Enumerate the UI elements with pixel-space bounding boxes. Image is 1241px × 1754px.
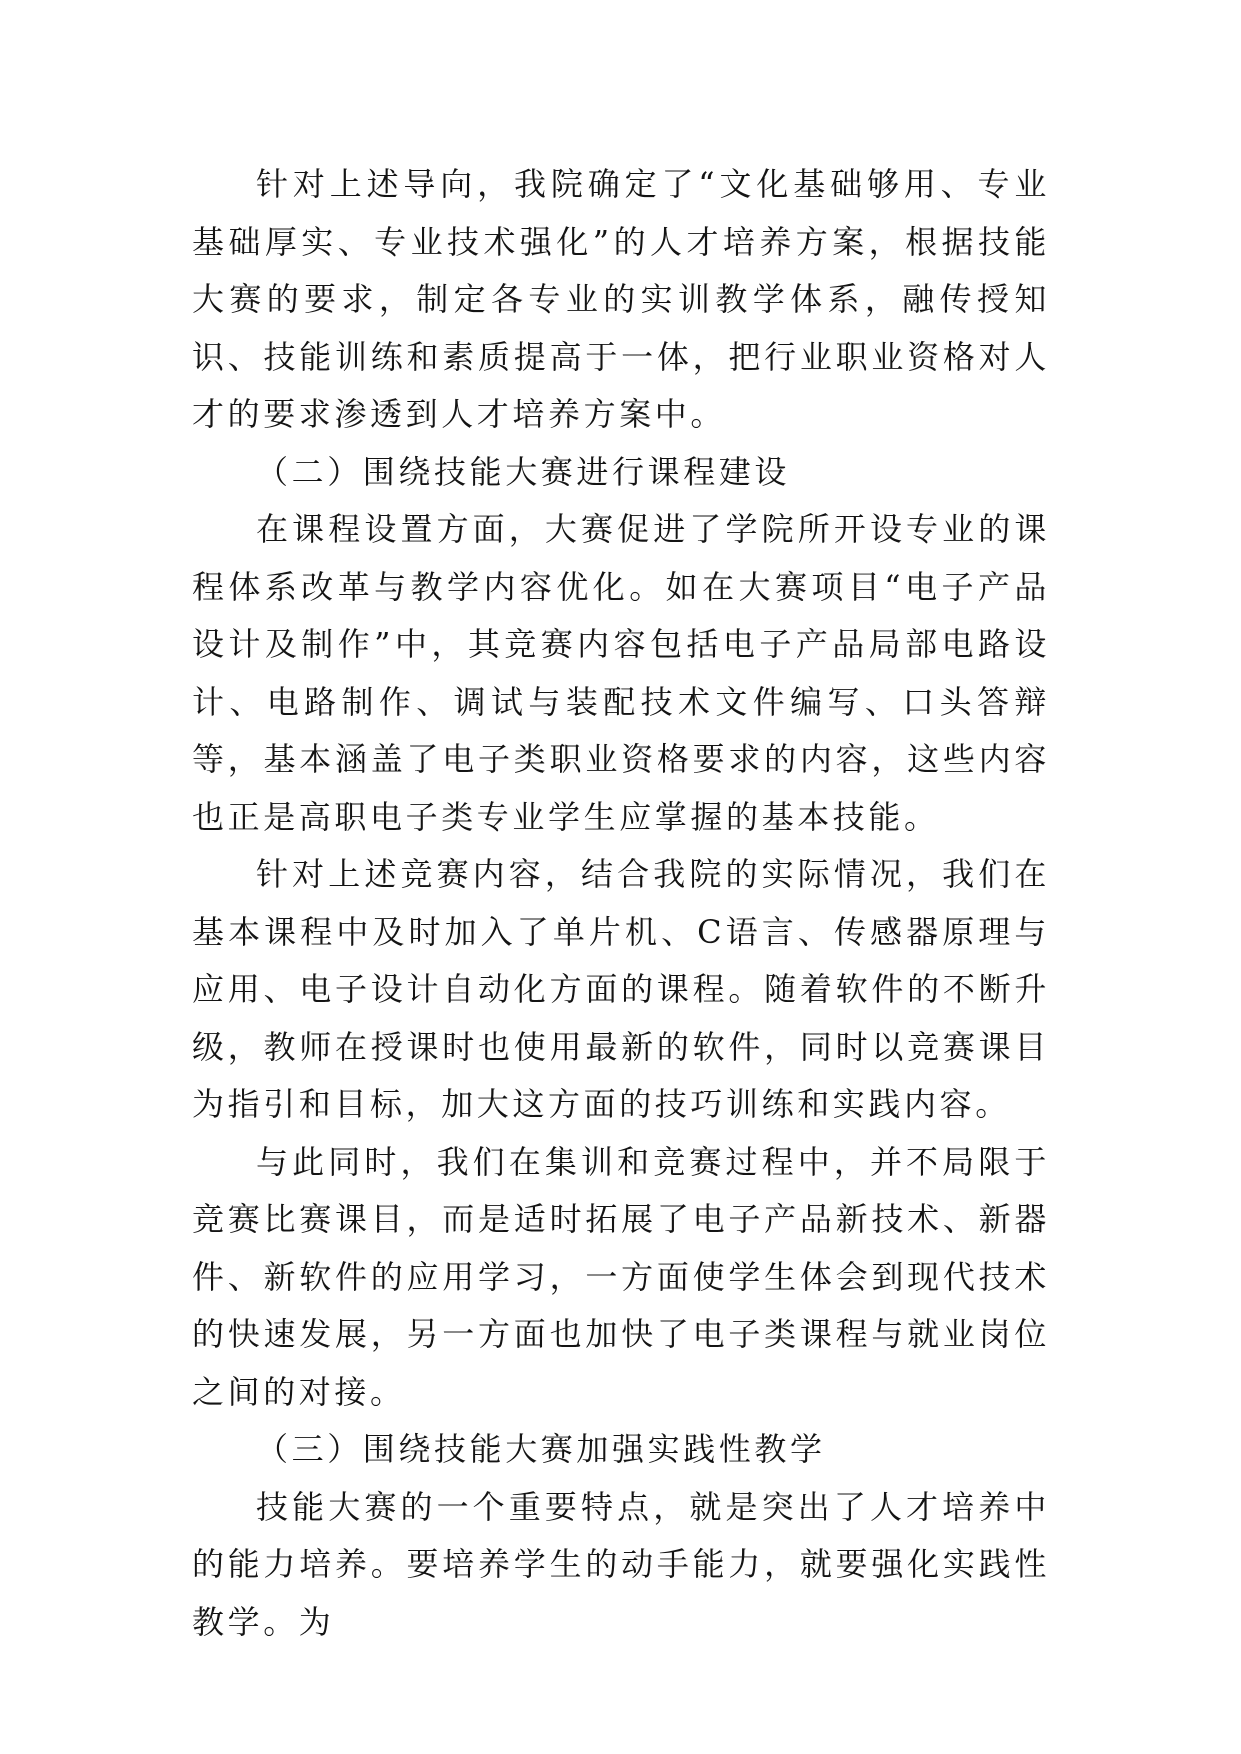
paragraph-added-courses: 针对上述竞赛内容，结合我院的实际情况，我们在基本课程中及时加入了单片机、C语言、传感器原理与应用、电子设计自动化方面的课程。随着软件的不断升级，教师在授课时也使用最新的软件，同时以竞赛课目为指引和目标，加大这方面的技巧训练和实践内容。	[192, 855, 1050, 1123]
paragraph-ability-training: 技能大赛的一个重要特点，就是突出了人才培养中的能力培养。要培养学生的动手能力，就要强化实践性教学。为	[192, 1487, 1050, 1641]
paragraph-course-system-reform: 在课程设置方面，大赛促进了学院所开设专业的课程体系改革与教学内容优化。如在大赛项目“电子产品设计及制作”中，其竞赛内容包括电子产品局部电路设计、电路制作、调试与装配技术文件编写、口头答辩等，基本涵盖了电子类职业资格要求的内容，这些内容也正是高职电子类专业学生应掌握的基本技能。	[192, 510, 1050, 836]
paragraph-new-technology-learning: 与此同时，我们在集训和竞赛过程中，并不局限于竞赛比赛课目，而是适时拓展了电子产品新技术、新器件、新软件的应用学习，一方面使学生体会到现代技术的快速发展，另一方面也加快了电子类课程与就业岗位之间的对接。	[192, 1142, 1050, 1411]
section-heading-practical-teaching: （三）围绕技能大赛加强实践性教学	[256, 1430, 826, 1468]
section-heading-course-construction: （二）围绕技能大赛进行课程建设	[256, 452, 791, 491]
document-body	[192, 156, 1050, 1651]
paragraph-talent-training-plan: 针对上述导向，我院确定了“文化基础够用、专业基础厚实、专业技术强化”的人才培养方案，根据技能大赛的要求，制定各专业的实训教学体系，融传授知识、技能训练和素质提高于一体，把行业职业资格对人才的要求渗透到人才培养方案中。	[192, 165, 1050, 433]
